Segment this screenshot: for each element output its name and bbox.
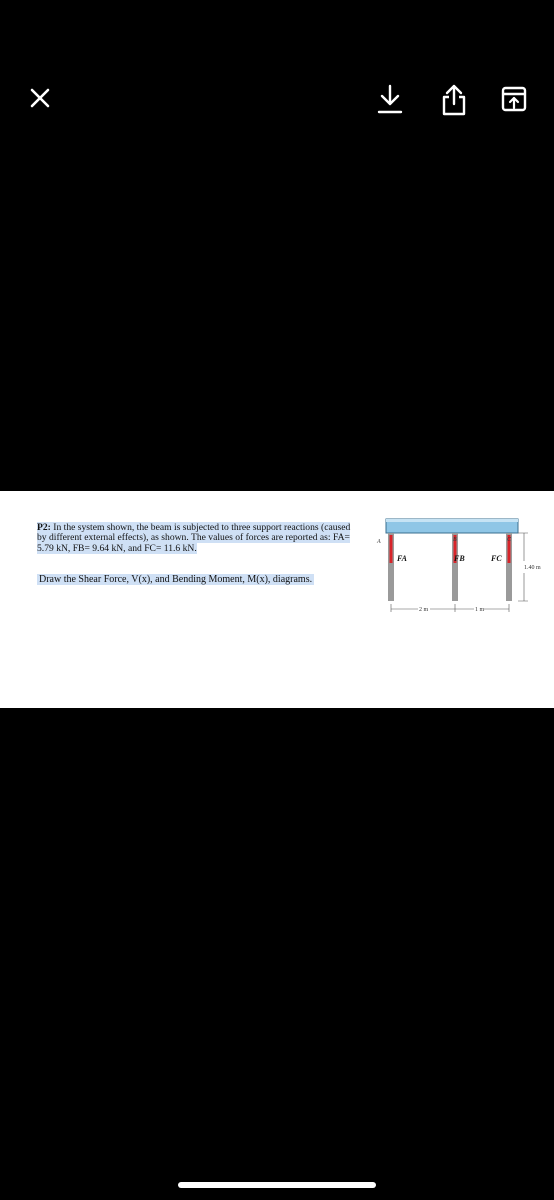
- beam-diagram: [370, 511, 554, 631]
- download-icon[interactable]: [373, 82, 407, 116]
- problem-highlight: [37, 522, 350, 554]
- open-in-app-icon[interactable]: [500, 85, 528, 113]
- span-ticks: [391, 604, 509, 612]
- force-c-label: FC: [491, 554, 502, 563]
- point-c-label: C: [507, 537, 512, 543]
- span-bc-label: 1 m: [475, 607, 485, 613]
- beam-top-highlight: [386, 519, 518, 522]
- problem-statement: [37, 523, 357, 554]
- problem-label: P2:: [37, 522, 51, 533]
- problem-instruction: Draw the Shear Force, V(x), and Bending Moment, M(x), diagrams.: [39, 574, 313, 585]
- span-ab-label: 2 m: [419, 607, 429, 613]
- top-toolbar: [0, 0, 554, 200]
- height-label: 1.40 m: [524, 565, 541, 571]
- close-icon[interactable]: [28, 86, 52, 110]
- force-b-label: FB: [454, 554, 465, 563]
- force-arrow-a: [390, 535, 393, 563]
- close-icon-glyph: [28, 86, 52, 110]
- problem-image: [0, 491, 554, 708]
- point-a-label: A: [377, 539, 381, 545]
- open-in-app-icon-glyph: [500, 85, 528, 113]
- problem-forces: FA= 5.79 kN, FB= 9.64 kN, and FC= 11.6 kN.: [37, 532, 350, 554]
- home-indicator[interactable]: [178, 1182, 376, 1188]
- share-icon-glyph: [437, 82, 471, 118]
- beam-figure: [370, 511, 554, 631]
- problem-text: In the system shown, the beam is subjected to three support reactions (caused by different external effects), as shown. The values of forces are reported as:: [37, 522, 351, 544]
- force-a-label: FA: [397, 554, 407, 563]
- download-icon-glyph: [373, 82, 407, 116]
- share-icon[interactable]: [437, 82, 471, 118]
- point-b-label: B: [453, 537, 457, 543]
